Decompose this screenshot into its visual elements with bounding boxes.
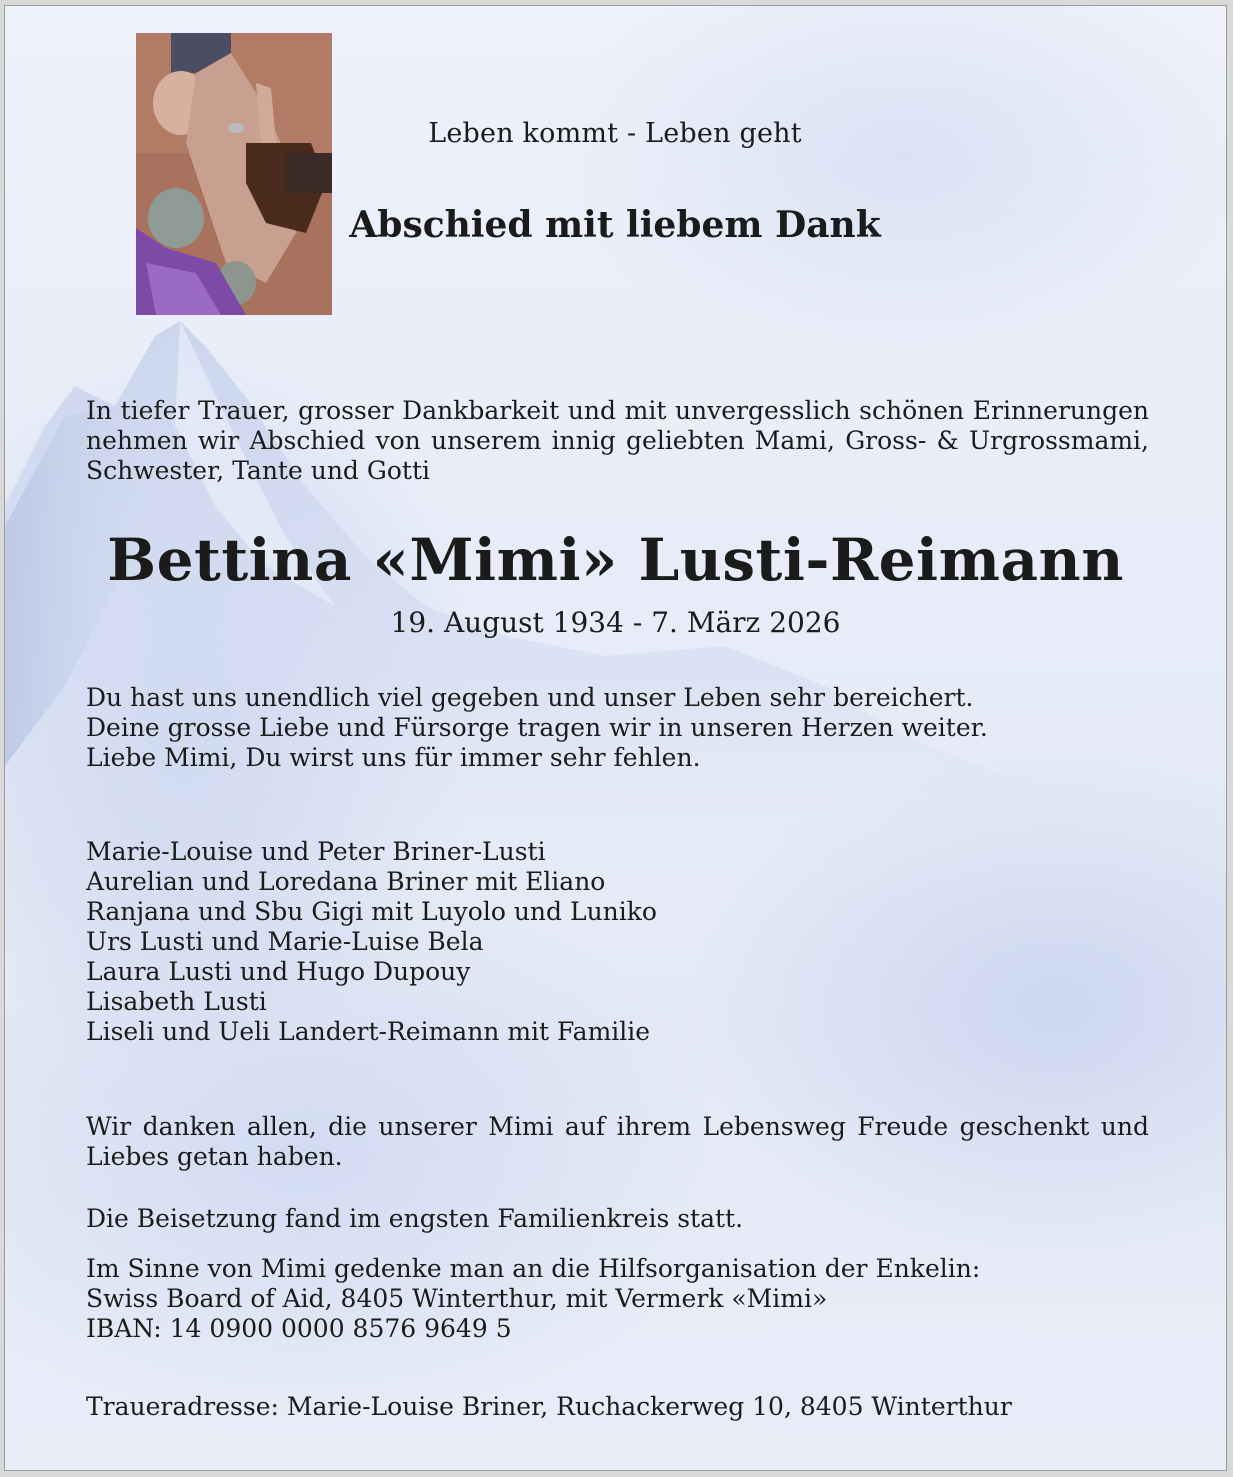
verse-line: Du hast uns unendlich viel gegeben und unser Leben sehr bereichert. — [86, 683, 974, 712]
hands-photo — [136, 33, 332, 315]
subtitle: Abschied mit liebem Dank — [349, 204, 881, 246]
intro-paragraph: In tiefer Trauer, grosser Dankbarkeit und mit unvergesslich schönen Erinnerungen nehmen wir Abschied von unserem innig geliebten Mami, Gross- & Urgrossmami, Schwester, Tante und Gotti — [86, 396, 1149, 485]
obituary-page — [4, 5, 1227, 1471]
burial-note: Die Beisetzung fand im engsten Familienkreis statt. — [86, 1204, 744, 1233]
life-dates: 19. August 1934 - 7. März 2026 — [390, 606, 841, 639]
family-member: Liseli und Ueli Landert-Reimann mit Familie — [86, 1017, 651, 1046]
donation-block — [86, 1254, 1166, 1344]
verse-line: Liebe Mimi, Du wirst uns für immer sehr fehlen. — [86, 743, 701, 772]
quote-line: Leben kommt - Leben geht — [428, 118, 802, 149]
verse-block — [86, 683, 1166, 773]
deceased-name: Bettina «Mimi» Lusti-Reimann — [107, 526, 1124, 594]
family-member: Urs Lusti und Marie-Luise Bela — [86, 927, 484, 956]
verse-line: Deine grosse Liebe und Fürsorge tragen wir in unseren Herzen weiter. — [86, 713, 988, 742]
family-member: Lisabeth Lusti — [86, 987, 267, 1016]
mourning-address: Traueradresse: Marie-Louise Briner, Ruchackerweg 10, 8405 Winterthur — [86, 1392, 1012, 1421]
family-member: Marie-Louise und Peter Briner-Lusti — [86, 837, 546, 866]
thanks-paragraph: Wir danken allen, die unserer Mimi auf ihrem Lebensweg Freude geschenkt und Liebes getan haben. — [86, 1112, 1149, 1171]
donation-line: Im Sinne von Mimi gedenke man an die Hilfsorganisation der Enkelin: — [86, 1254, 981, 1283]
family-list — [86, 837, 1166, 1047]
family-member: Ranjana und Sbu Gigi mit Luyolo und Luniko — [86, 897, 657, 926]
donation-line: Swiss Board of Aid, 8405 Winterthur, mit Vermerk «Mimi» — [86, 1284, 828, 1313]
family-member: Aurelian und Loredana Briner mit Eliano — [86, 867, 606, 896]
donation-iban: IBAN: 14 0900 0000 8576 9649 5 — [86, 1314, 512, 1343]
family-member: Laura Lusti und Hugo Dupouy — [86, 957, 471, 986]
